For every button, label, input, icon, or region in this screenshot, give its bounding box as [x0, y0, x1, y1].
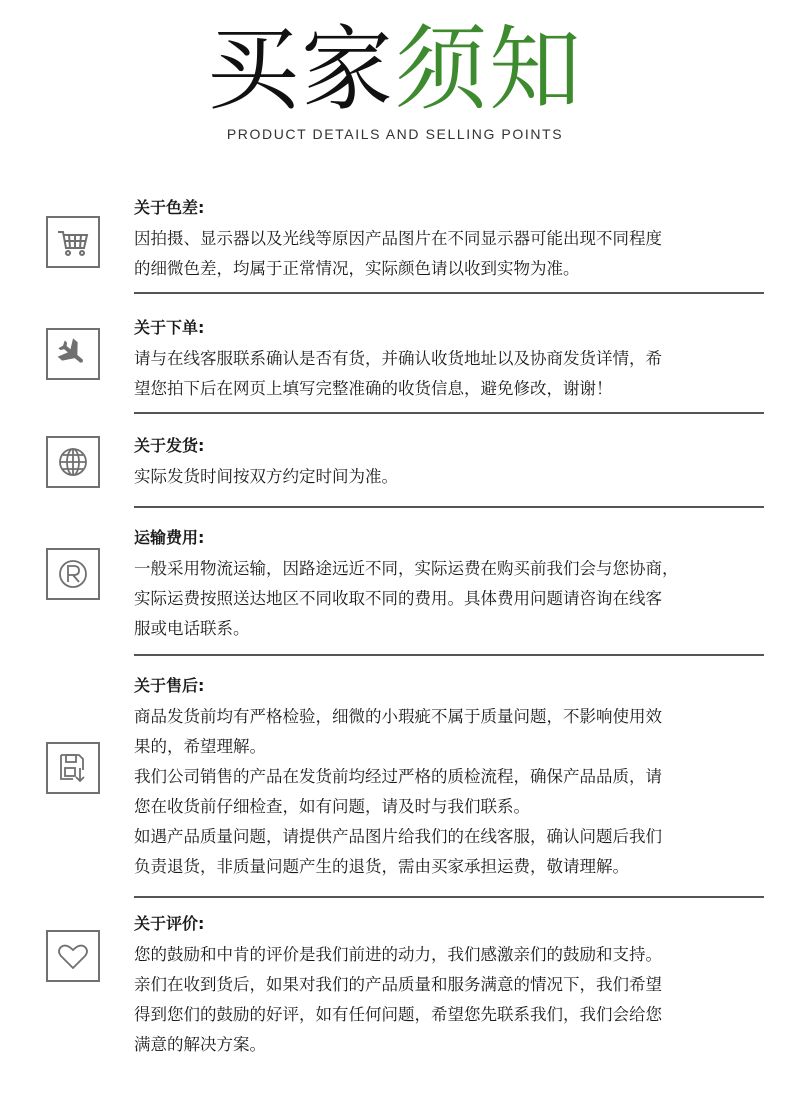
page-title [0, 16, 790, 123]
registered-icon [46, 548, 100, 600]
section-heading: 关于售后: [134, 676, 205, 695]
section-line: 因拍摄、显示器以及光线等原因产品图片在不同显示器可能出现不同程度 [134, 229, 662, 248]
section-line: 我们公司销售的产品在发货前均经过严格的质检流程，确保产品品质，请 [134, 767, 662, 786]
section-heading: 运输费用: [134, 528, 205, 547]
section-line: 实际发货时间按双方约定时间为准。 [134, 467, 398, 486]
airplane-icon [46, 328, 100, 380]
section-line: 亲们在收到货后，如果对我们的产品质量和服务满意的情况下，我们希望 [134, 975, 662, 994]
section-heading: 关于色差: [134, 198, 205, 217]
section-heading: 关于发货: [134, 436, 205, 455]
section-line: 得到您们的鼓励的好评，如有任何问题，希望您先联系我们，我们会给您 [134, 1005, 662, 1024]
shopping-cart-icon [46, 216, 100, 268]
divider [134, 412, 764, 414]
section-line: 一般采用物流运输，因路途远近不同，实际运费在购买前我们会与您协商， [134, 559, 679, 578]
section-heading: 关于评价: [134, 914, 205, 933]
section-line: 如遇产品质量问题，请提供产品图片给我们的在线客服，确认问题后我们 [134, 827, 662, 846]
section-line: 实际运费按照送达地区不同收取不同的费用。具体费用问题请咨询在线客 [134, 589, 662, 608]
divider [134, 654, 764, 656]
globe-icon [46, 436, 100, 488]
page-subtitle: PRODUCT DETAILS AND SELLING POINTS [226, 126, 564, 142]
section-line: 服或电话联系。 [134, 619, 250, 638]
section-line: 果的，希望理解。 [134, 737, 266, 756]
heart-icon [46, 930, 100, 982]
title-black-part: 买家 [206, 16, 395, 123]
section-line: 望您拍下后在网页上填写完整准确的收货信息，避免修改，谢谢！ [134, 379, 613, 398]
divider [134, 896, 764, 898]
divider [134, 292, 764, 294]
section-line: 的细微色差，均属于正常情况，实际颜色请以收到实物为准。 [134, 259, 580, 278]
section-line: 您在收货前仔细检查，如有问题，请及时与我们联系。 [134, 797, 530, 816]
section-line: 满意的解决方案。 [134, 1035, 266, 1054]
divider [134, 506, 764, 508]
section-line: 您的鼓励和中肯的评价是我们前进的动力，我们感激亲们的鼓励和支持。 [134, 945, 662, 964]
title-green-part: 须知 [395, 16, 584, 123]
save-download-icon [46, 742, 100, 794]
section-heading: 关于下单: [134, 318, 205, 337]
section-line: 商品发货前均有严格检验，细微的小瑕疵不属于质量问题，不影响使用效 [134, 707, 662, 726]
section-line: 负责退货，非质量问题产生的退货，需由买家承担运费，敬请理解。 [134, 857, 629, 876]
section-line: 请与在线客服联系确认是否有货，并确认收货地址以及协商发货详情，希 [134, 349, 662, 368]
